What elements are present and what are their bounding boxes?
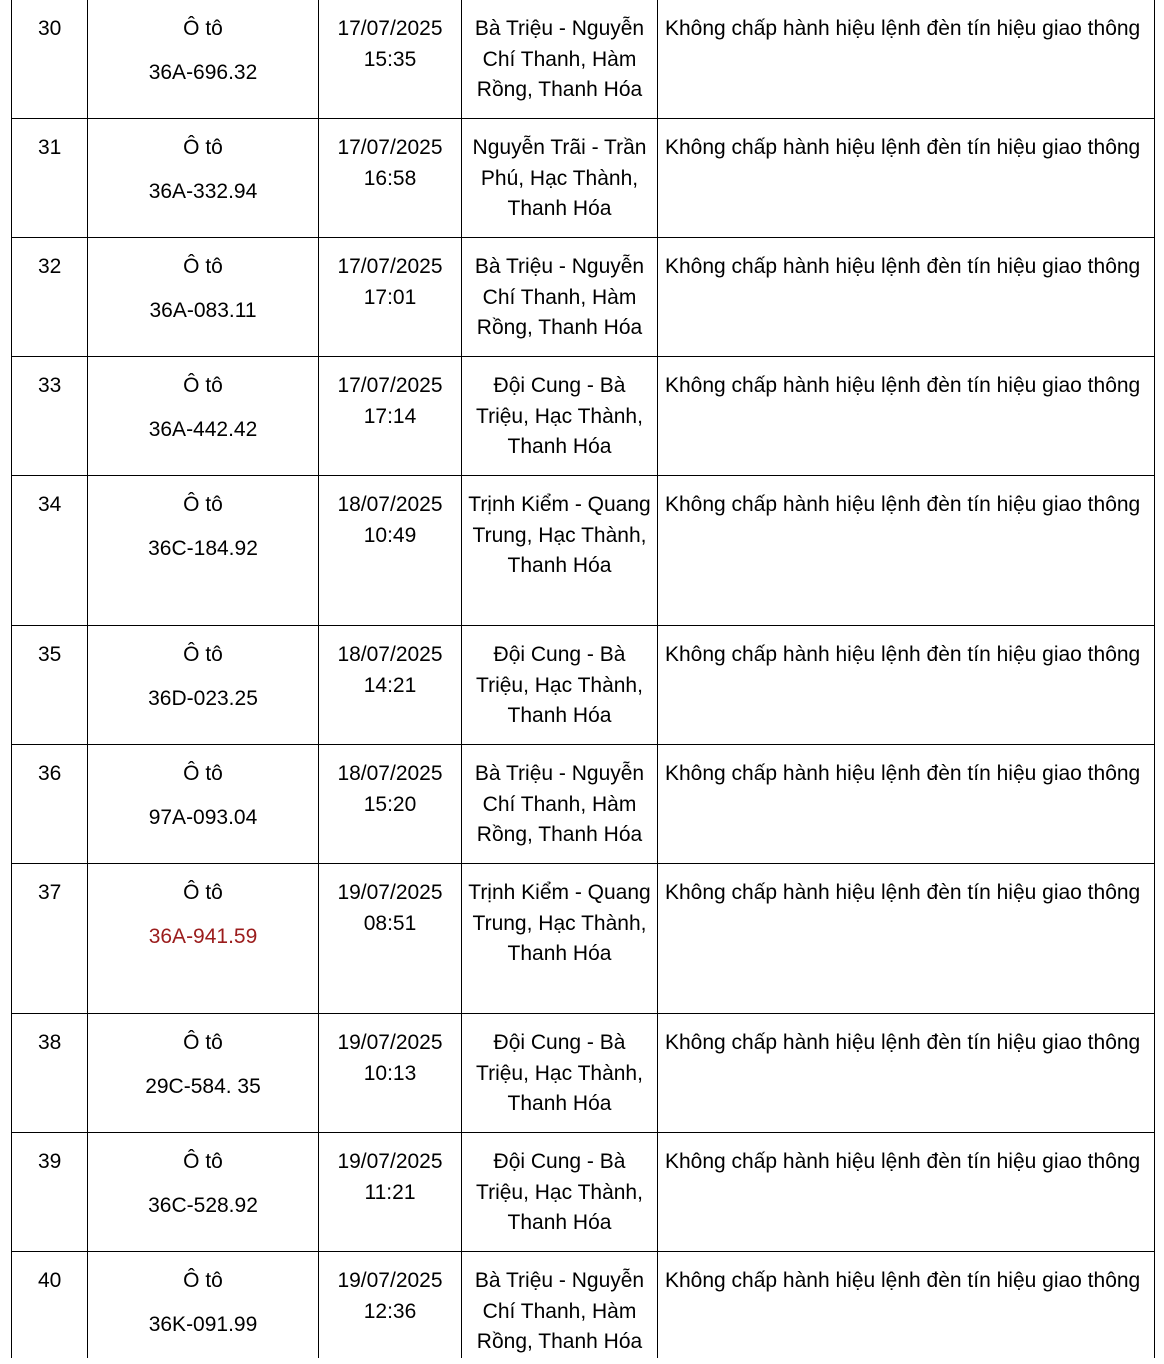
vehicle-type: Ô tô [183, 136, 223, 159]
row-number: 37 [12, 864, 88, 1014]
vehicle-type: Ô tô [183, 255, 223, 278]
datetime-cell [319, 476, 462, 626]
location: Trịnh Kiểm - Quang Trung, Hạc Thành, Thanh Hóa [462, 864, 658, 1014]
table-row [12, 1252, 1155, 1358]
table-row [12, 357, 1155, 476]
datetime-cell [319, 1014, 462, 1133]
location: Đội Cung - Bà Triệu, Hạc Thành, Thanh Hóa [462, 1014, 658, 1133]
datetime-cell [319, 1133, 462, 1252]
vehicle-type: Ô tô [183, 762, 223, 785]
datetime-cell [319, 1252, 462, 1358]
license-plate: 97A-093.04 [148, 805, 258, 829]
table-row [12, 0, 1155, 119]
vehicle-type: Ô tô [183, 493, 223, 516]
row-number: 34 [12, 476, 88, 626]
datetime-cell [319, 626, 462, 745]
violation-description: Không chấp hành hiệu lệnh đèn tín hiệu giao thông [658, 745, 1155, 864]
vehicle-cell [88, 119, 319, 238]
row-number: 38 [12, 1014, 88, 1133]
table-row [12, 626, 1155, 745]
violation-time: 11:21 [364, 1180, 416, 1204]
table-row [12, 1014, 1155, 1133]
license-plate: 36D-023.25 [148, 686, 258, 710]
violation-description: Không chấp hành hiệu lệnh đèn tín hiệu giao thông [658, 357, 1155, 476]
table-row [12, 745, 1155, 864]
violation-time: 16:58 [363, 166, 417, 190]
datetime-cell [319, 0, 462, 119]
license-plate: 36A-696.32 [148, 60, 258, 84]
violation-time: 08:51 [363, 911, 417, 935]
violation-date: 17/07/2025 [337, 255, 443, 278]
violation-date: 19/07/2025 [337, 1269, 443, 1292]
violation-date: 18/07/2025 [337, 493, 443, 516]
datetime-cell [319, 119, 462, 238]
violation-time: 17:14 [363, 404, 417, 428]
license-plate: 36K-091.99 [148, 1312, 258, 1336]
datetime-cell [319, 745, 462, 864]
datetime-cell [319, 357, 462, 476]
datetime-cell [319, 238, 462, 357]
vehicle-cell [88, 1133, 319, 1252]
row-number: 31 [12, 119, 88, 238]
vehicle-type: Ô tô [183, 643, 223, 666]
violation-time: 12:36 [363, 1299, 417, 1323]
row-number: 35 [12, 626, 88, 745]
violation-description: Không chấp hành hiệu lệnh đèn tín hiệu giao thông [658, 238, 1155, 357]
row-number: 40 [12, 1252, 88, 1358]
violation-time: 15:20 [363, 792, 417, 816]
violation-description: Không chấp hành hiệu lệnh đèn tín hiệu giao thông [658, 626, 1155, 745]
violation-description: Không chấp hành hiệu lệnh đèn tín hiệu giao thông [658, 1252, 1155, 1358]
license-plate: 36A-442.42 [148, 417, 258, 441]
vehicle-cell [88, 357, 319, 476]
location: Bà Triệu - Nguyễn Chí Thanh, Hàm Rồng, Thanh Hóa [462, 1252, 658, 1358]
vehicle-cell [88, 0, 319, 119]
violation-date: 18/07/2025 [337, 762, 443, 785]
row-number: 36 [12, 745, 88, 864]
vehicle-type: Ô tô [183, 1150, 223, 1173]
violations-table [11, 0, 1155, 1358]
vehicle-cell [88, 238, 319, 357]
violation-date: 17/07/2025 [337, 136, 443, 159]
violation-description: Không chấp hành hiệu lệnh đèn tín hiệu giao thông [658, 119, 1155, 238]
violation-date: 18/07/2025 [337, 643, 443, 666]
license-plate: 36A-083.11 [149, 298, 257, 322]
location: Đội Cung - Bà Triệu, Hạc Thành, Thanh Hóa [462, 1133, 658, 1252]
violation-time: 15:35 [363, 47, 417, 71]
table-row [12, 476, 1155, 626]
violation-date: 19/07/2025 [337, 1031, 443, 1054]
vehicle-cell [88, 745, 319, 864]
row-number: 33 [12, 357, 88, 476]
table-row [12, 1133, 1155, 1252]
violation-time: 17:01 [363, 285, 417, 309]
row-number: 32 [12, 238, 88, 357]
violation-time: 10:13 [363, 1061, 417, 1085]
vehicle-cell [88, 476, 319, 626]
violation-time: 14:21 [363, 673, 417, 697]
violation-time: 10:49 [363, 523, 417, 547]
license-plate: 36A-332.94 [148, 179, 258, 203]
row-number: 30 [12, 0, 88, 119]
vehicle-type: Ô tô [183, 17, 223, 40]
violation-date: 17/07/2025 [337, 17, 443, 40]
license-plate: 36C-184.92 [148, 536, 258, 560]
location: Bà Triệu - Nguyễn Chí Thanh, Hàm Rồng, Thanh Hóa [462, 0, 658, 119]
table-row [12, 119, 1155, 238]
vehicle-type: Ô tô [183, 1269, 223, 1292]
violation-date: 19/07/2025 [337, 881, 443, 904]
location: Nguyễn Trãi - Trần Phú, Hạc Thành, Thanh Hóa [462, 119, 658, 238]
vehicle-cell [88, 1014, 319, 1133]
vehicle-type: Ô tô [183, 881, 223, 904]
datetime-cell [319, 864, 462, 1014]
violation-description: Không chấp hành hiệu lệnh đèn tín hiệu giao thông [658, 864, 1155, 1014]
license-plate: 29C-584. 35 [145, 1074, 261, 1098]
vehicle-cell [88, 864, 319, 1014]
location: Bà Triệu - Nguyễn Chí Thanh, Hàm Rồng, Thanh Hóa [462, 745, 658, 864]
table-row [12, 238, 1155, 357]
vehicle-cell [88, 626, 319, 745]
violation-description: Không chấp hành hiệu lệnh đèn tín hiệu giao thông [658, 0, 1155, 119]
table-row [12, 864, 1155, 1014]
vehicle-cell [88, 1252, 319, 1358]
location: Đội Cung - Bà Triệu, Hạc Thành, Thanh Hóa [462, 626, 658, 745]
violation-description: Không chấp hành hiệu lệnh đèn tín hiệu giao thông [658, 1014, 1155, 1133]
location: Trịnh Kiểm - Quang Trung, Hạc Thành, Thanh Hóa [462, 476, 658, 626]
violation-description: Không chấp hành hiệu lệnh đèn tín hiệu giao thông [658, 1133, 1155, 1252]
vehicle-type: Ô tô [183, 1031, 223, 1054]
license-plate: 36C-528.92 [148, 1193, 258, 1217]
location: Đội Cung - Bà Triệu, Hạc Thành, Thanh Hóa [462, 357, 658, 476]
row-number: 39 [12, 1133, 88, 1252]
location: Bà Triệu - Nguyễn Chí Thanh, Hàm Rồng, Thanh Hóa [462, 238, 658, 357]
vehicle-type: Ô tô [183, 374, 223, 397]
license-plate-highlighted: 36A-941.59 [148, 924, 258, 948]
violation-date: 17/07/2025 [337, 374, 443, 397]
violation-description: Không chấp hành hiệu lệnh đèn tín hiệu giao thông [658, 476, 1155, 626]
violation-date: 19/07/2025 [337, 1150, 443, 1173]
